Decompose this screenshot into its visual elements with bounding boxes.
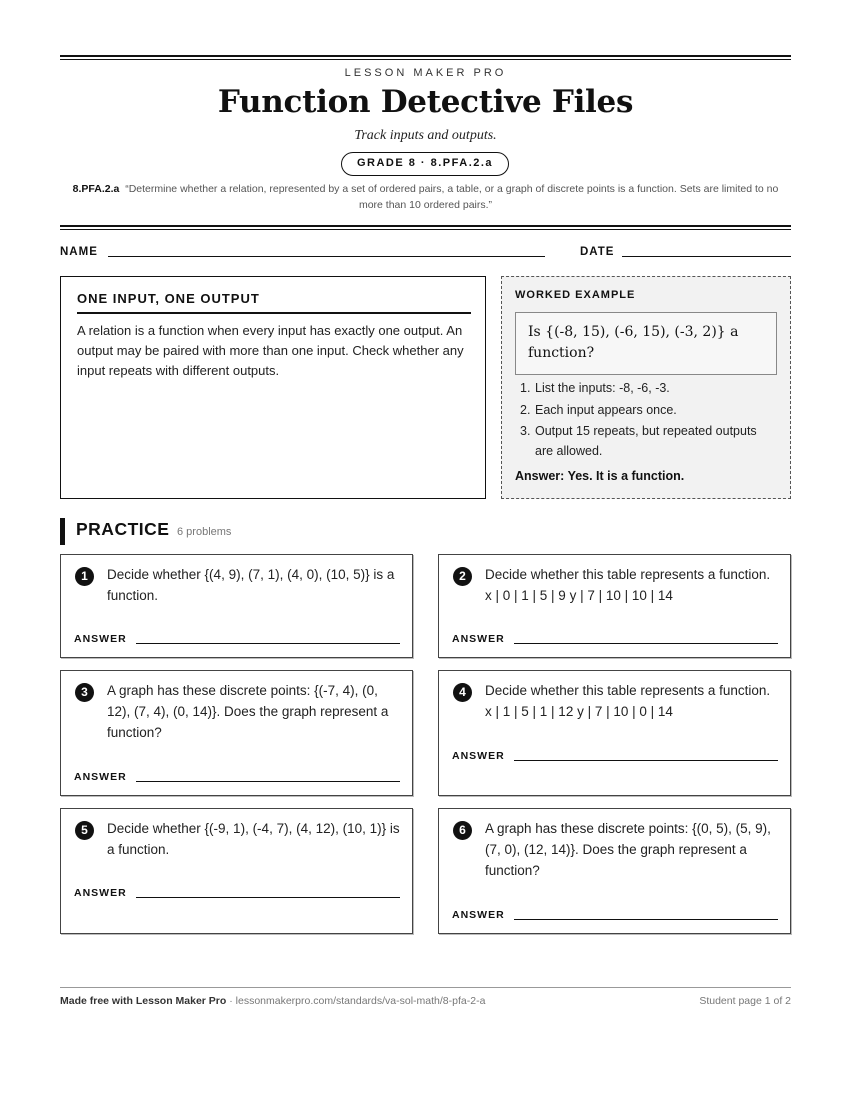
- worked-example-question: Is {(-8, 15), (-6, 15), (-3, 2)} a function?: [515, 312, 777, 375]
- header-bottom-rule: [60, 225, 791, 230]
- brand-name: LESSON MAKER PRO: [344, 67, 507, 79]
- worked-example-box: [501, 276, 791, 499]
- footer-url[interactable]: · lessonmakerpro.com/standards/va-sol-math/8-pfa-2-a: [226, 995, 486, 1007]
- footer-rule: [60, 987, 791, 988]
- step-text: List the inputs: -8, -6, -3.: [535, 381, 670, 395]
- problem-prompt: Decide whether {(4, 9), (7, 1), (4, 0), (10, 5)} is a function.: [107, 567, 395, 603]
- concept-box: [60, 276, 486, 499]
- problem-card-3: [60, 670, 413, 796]
- date-field[interactable]: [622, 256, 791, 257]
- step-number: 3.: [520, 424, 531, 438]
- footer-page-number: Student page 1 of 2: [699, 995, 791, 1007]
- problem-number: 1: [75, 567, 94, 586]
- practice-count: 6 problems: [177, 526, 232, 538]
- page-subtitle: Track inputs and outputs.: [354, 128, 497, 143]
- concept-title: ONE INPUT, ONE OUTPUT: [77, 291, 471, 314]
- problem-prompt: A graph has these discrete points: {(0, 5), (5, 9), (7, 0), (12, 14)}. Does the graph represent a function?: [485, 821, 771, 878]
- step-number: 1.: [520, 381, 531, 395]
- answer-field[interactable]: [514, 760, 778, 761]
- problem-card-6: [438, 808, 791, 934]
- worksheet-page: [60, 0, 791, 1100]
- answer-label: ANSWER: [74, 771, 127, 783]
- worked-example-title: WORKED EXAMPLE: [515, 289, 636, 301]
- answer-field[interactable]: [136, 781, 400, 782]
- worked-example-step: [515, 401, 777, 421]
- answer-field[interactable]: [136, 643, 400, 644]
- step-number: 2.: [520, 402, 531, 417]
- footer-credit: [60, 995, 485, 1007]
- answer-label: ANSWER: [74, 633, 127, 645]
- problem-prompt: A graph has these discrete points: {(-7, 4), (0, 12), (7, 4), (0, 14)}. Does the graph represent a function?: [107, 683, 389, 740]
- problem-prompt: Decide whether {(-9, 1), (-4, 7), (4, 12), (10, 1)} is a function.: [107, 821, 400, 857]
- answer-label: ANSWER: [452, 750, 505, 762]
- header-top-rule: [60, 55, 791, 60]
- answer-field[interactable]: [514, 919, 778, 920]
- grade-badge: GRADE 8 · 8.PFA.2.a: [341, 152, 509, 176]
- answer-field[interactable]: [514, 643, 778, 644]
- problem-number: 6: [453, 821, 472, 840]
- problem-number: 5: [75, 821, 94, 840]
- problem-prompt: Decide whether this table represents a function. x | 1 | 5 | 1 | 12 y | 7 | 10 | 0 | 14: [485, 683, 771, 719]
- standard-code: 8.PFA.2.a: [72, 183, 120, 195]
- practice-accent-bar: [60, 518, 65, 545]
- problem-number: 4: [453, 683, 472, 702]
- answer-label: ANSWER: [452, 633, 505, 645]
- worked-example-steps: [515, 379, 777, 463]
- problem-card-1: [60, 554, 413, 658]
- name-label: NAME: [60, 246, 98, 258]
- practice-title: PRACTICE: [76, 519, 170, 539]
- problem-number: 2: [453, 567, 472, 586]
- page-title: Function Detective Files: [217, 84, 634, 120]
- step-text: Output 15 repeats, but repeated outputs are allowed.: [535, 424, 757, 458]
- answer-label: ANSWER: [74, 887, 127, 899]
- problem-number: 3: [75, 683, 94, 702]
- footer-made-with: Made free with Lesson Maker Pro: [60, 995, 227, 1007]
- date-label: DATE: [580, 246, 615, 258]
- name-field[interactable]: [108, 256, 545, 257]
- answer-label: ANSWER: [452, 909, 505, 921]
- problem-card-4: [438, 670, 791, 796]
- worked-example-step: [515, 379, 777, 399]
- problem-card-2: [438, 554, 791, 658]
- standard-text: “Determine whether a relation, represented by a set of ordered pairs, a table, or a graph of discrete points is a function. Sets are limited to no more than 10 ordered pairs.”: [125, 183, 779, 211]
- worked-example-step: [515, 422, 777, 461]
- standard-description: [70, 181, 781, 213]
- concept-body: A relation is a function when every input has exactly one output. An output may be paired with more than one input. Check whether any input repeats with different outputs.: [77, 323, 464, 378]
- problem-card-5: [60, 808, 413, 934]
- answer-field[interactable]: [136, 897, 400, 898]
- worked-example-answer: Answer: Yes. It is a function.: [515, 469, 685, 483]
- step-text: Each input appears once.: [535, 402, 677, 417]
- problem-prompt: Decide whether this table represents a function. x | 0 | 1 | 5 | 9 y | 7 | 10 | 10 | 14: [485, 567, 771, 603]
